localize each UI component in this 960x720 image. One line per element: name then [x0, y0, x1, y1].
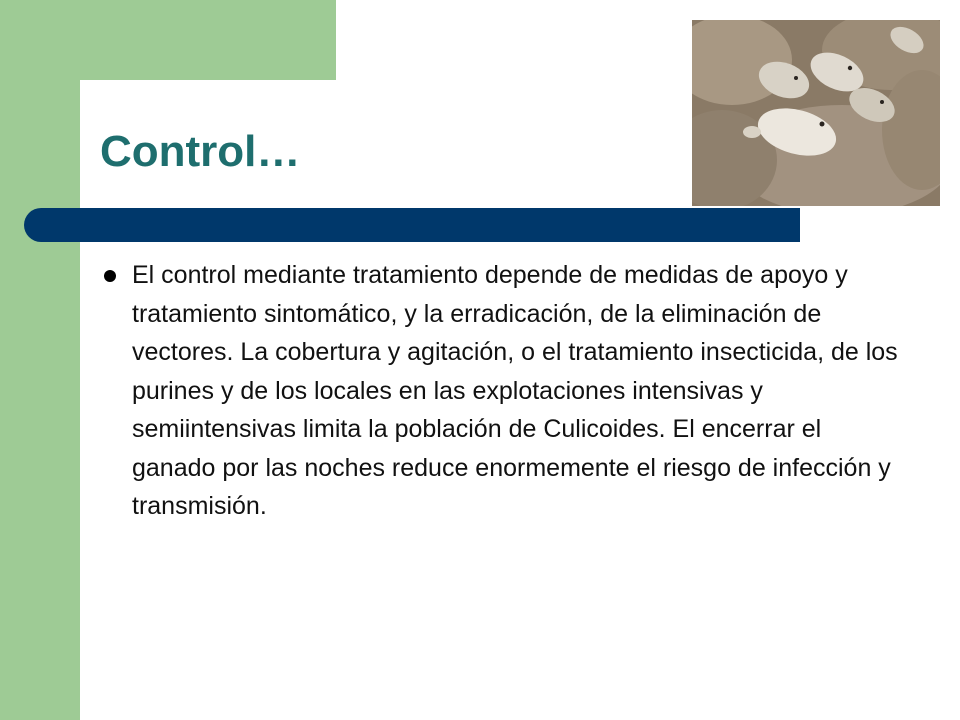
top-green-block: [80, 0, 336, 80]
title-underline-bar: [24, 208, 800, 242]
slide-title: Control…: [100, 127, 301, 176]
bullet-list: [100, 256, 900, 526]
bullet-item: [100, 256, 900, 526]
bullet-text: El control mediante tratamiento depende de medidas de apoyo y tratamiento sintomático, y la erradicación, de la eliminación de vectores. La cobertura y agitación, o el tratamiento insecticida, de los purines y de los locales en las explotaciones intensivas y semiintensivas limita la población de Culicoides. El encerrar el ganado por las noches reduce enormemente el riesgo de infección y transmisión.: [132, 261, 898, 520]
left-green-bar: [0, 0, 80, 720]
bullet-dot: [104, 270, 116, 282]
sheep-flock-photo: [692, 20, 940, 206]
